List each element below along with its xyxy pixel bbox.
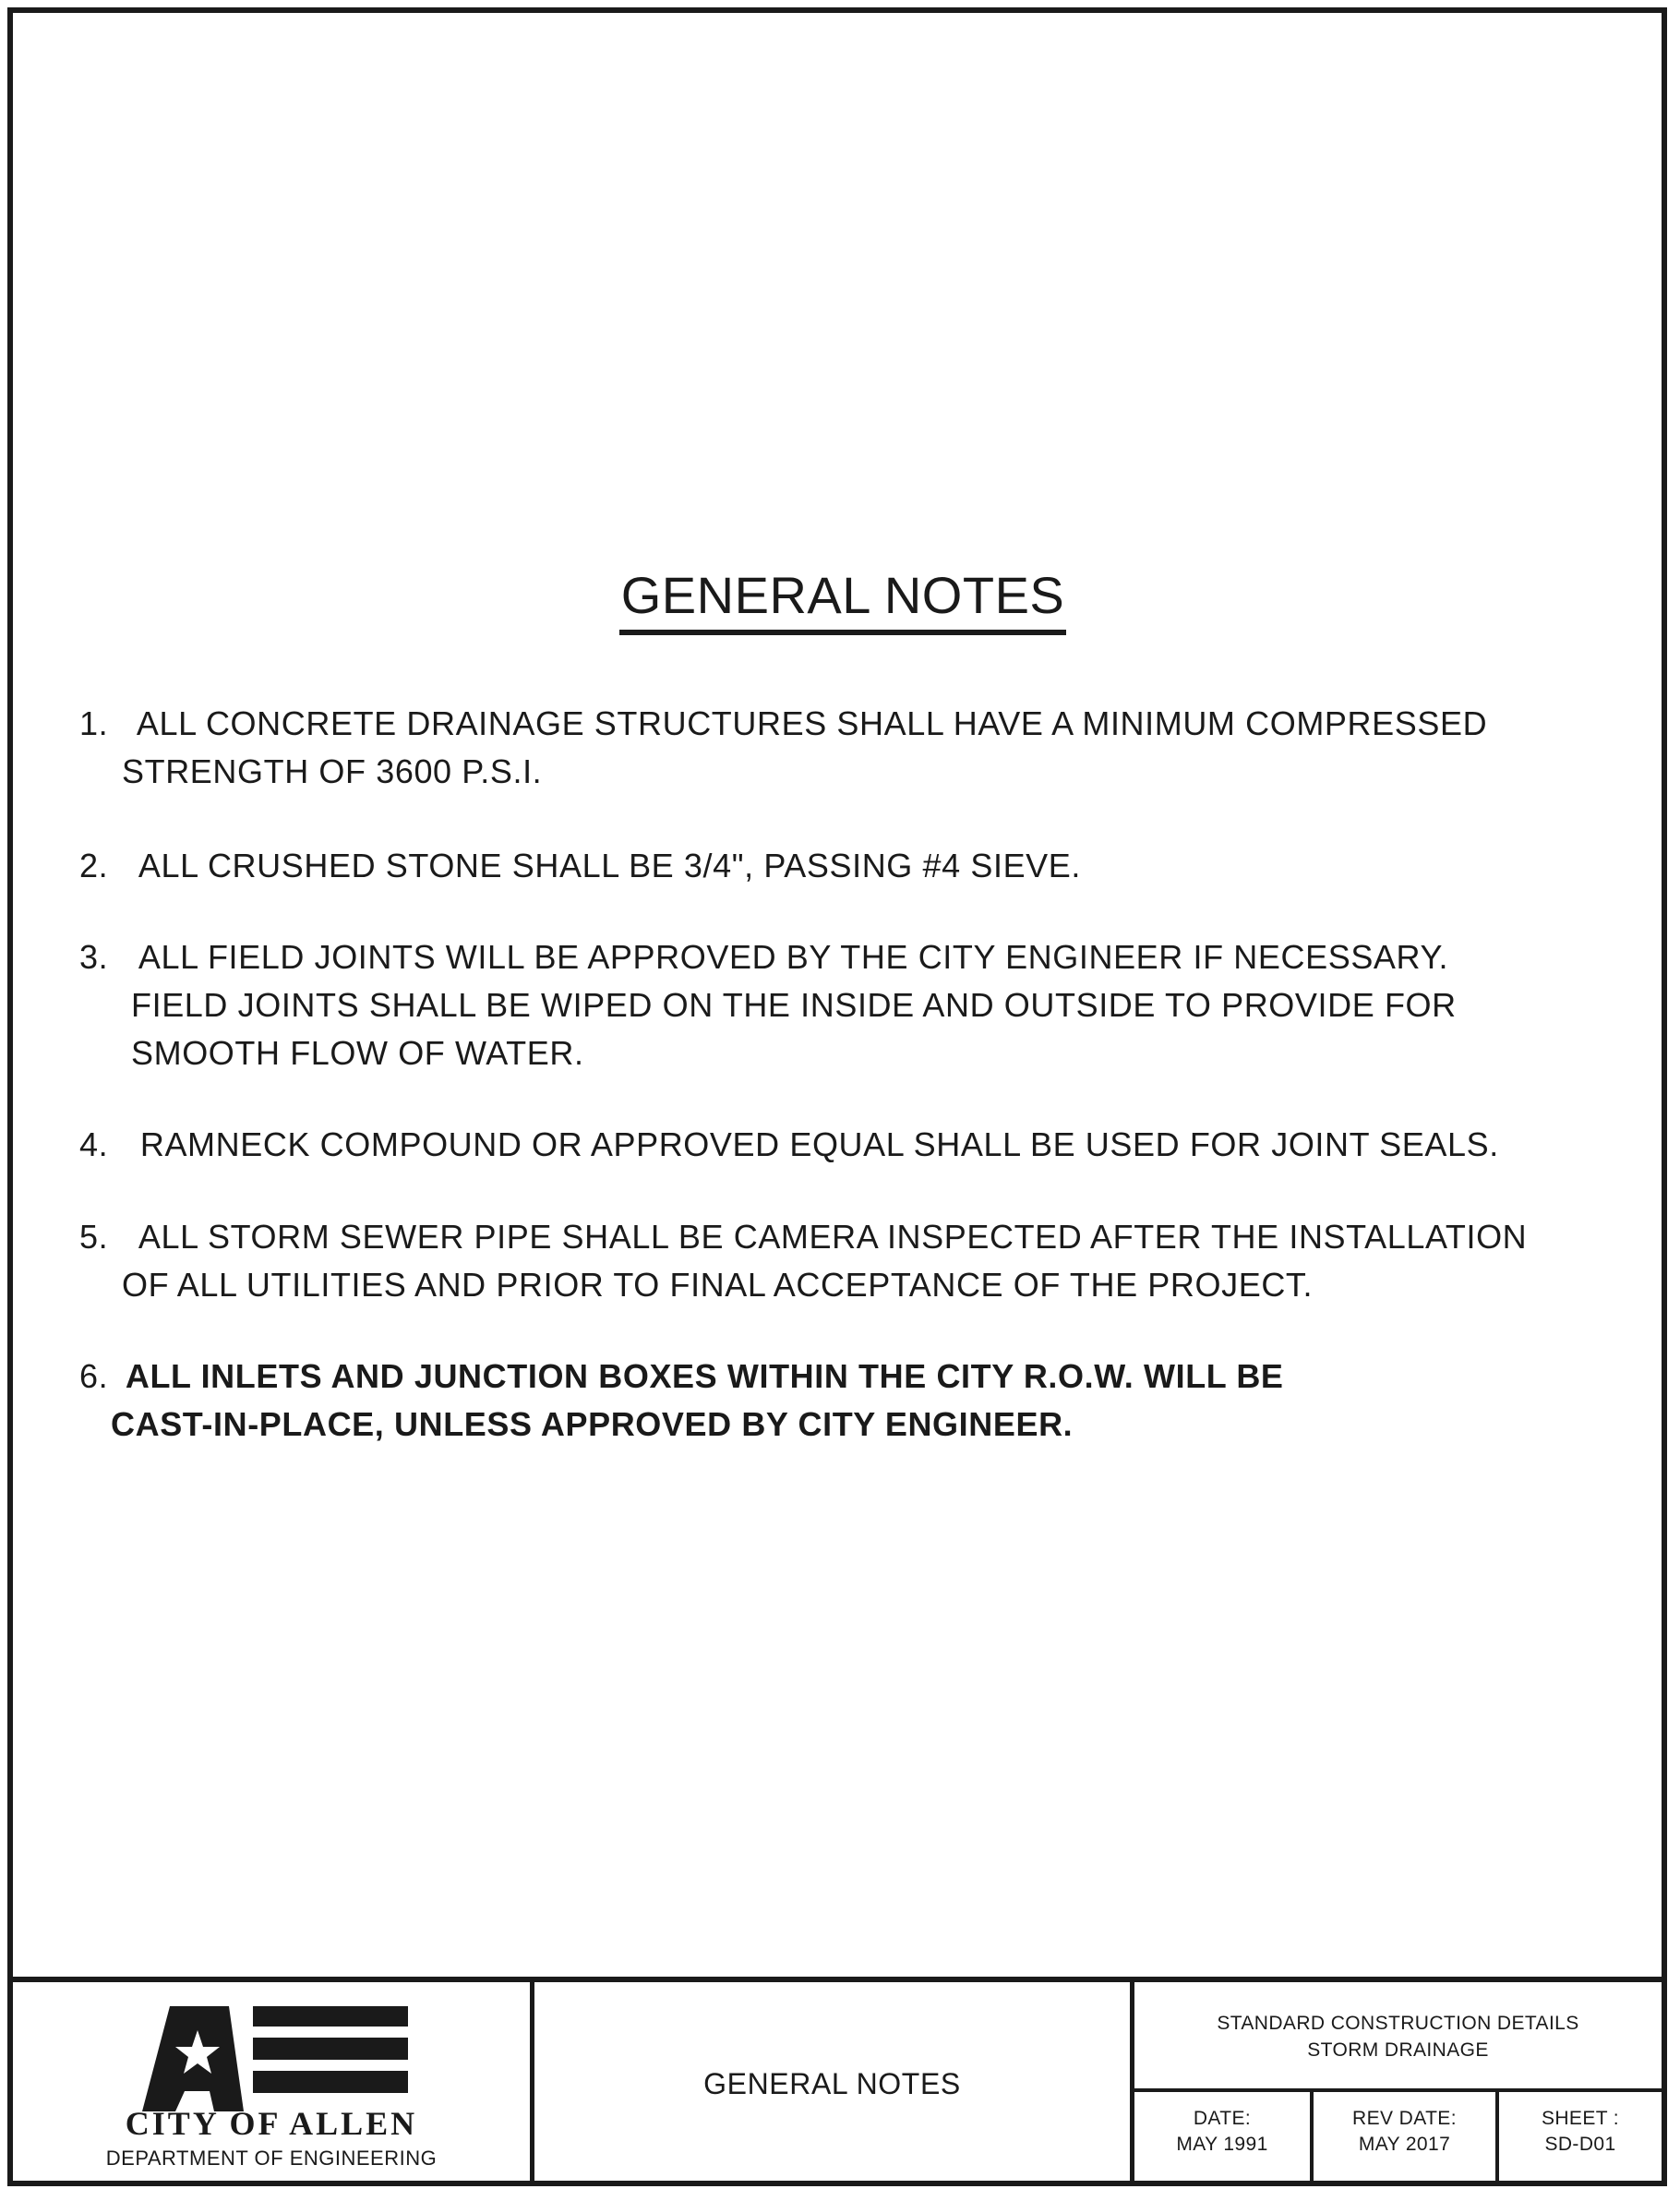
note-text: SMOOTH FLOW OF WATER. [131,1034,584,1072]
note-text: RAMNECK COMPOUND OR APPROVED EQUAL SHALL BE USED FOR JOINT SEALS. [139,1125,1499,1163]
standard-details-label [1134,2010,1662,2063]
note-text: ALL FIELD JOINTS WILL BE APPROVED BY THE CITY ENGINEER IF NECESSARY. [138,938,1449,976]
divider [1130,2088,1662,2092]
note-text: ALL INLETS AND JUNCTION BOXES WITHIN THE CITY R.O.W. WILL BE [125,1357,1284,1395]
department-name: DEPARTMENT OF ENGINEERING [105,2147,438,2170]
category-line: STORM DRAINAGE [1307,2039,1489,2061]
sheet-cell [1499,2106,1662,2158]
note-number: 3. [79,938,109,976]
general-notes-heading: GENERAL NOTES [619,565,1067,635]
city-of-allen-star-logo-icon [105,2001,410,2111]
note-2 [79,842,1081,890]
city-name: CITY OF ALLEN [125,2105,418,2142]
note-text: FIELD JOINTS SHALL BE WIPED ON THE INSIDE AND OUTSIDE TO PROVIDE FOR [131,986,1457,1024]
title-block [13,1977,1662,2181]
note-text: ALL STORM SEWER PIPE SHALL BE CAMERA INSPECTED AFTER THE INSTALLATION [138,1218,1528,1256]
note-text: STRENGTH OF 3600 P.S.I. [122,752,543,790]
note-number: 1. [79,704,109,742]
note-number: 6. [79,1357,109,1395]
date-cell [1134,2106,1310,2158]
note-number: 5. [79,1218,109,1256]
date-label: DATE: [1193,2108,1252,2129]
note-text: ALL CRUSHED STONE SHALL BE 3/4", PASSING #4 SIEVE. [138,847,1082,884]
note-6 [79,1353,1284,1449]
note-1 [79,700,1487,796]
note-number: 2. [79,847,109,884]
rev-date-cell [1314,2106,1495,2158]
rev-date-label: REV DATE: [1352,2108,1457,2129]
standard-line: STANDARD CONSTRUCTION DETAILS [1217,2013,1579,2034]
rev-date-value: MAY 2017 [1358,2134,1451,2155]
note-5 [79,1213,1527,1309]
note-number: 4. [79,1125,109,1163]
note-text: CAST-IN-PLACE, UNLESS APPROVED BY CITY ENGINEER. [111,1405,1074,1443]
sheet-title: GENERAL NOTES [703,2067,961,2100]
sheet-value: SD-D01 [1544,2134,1616,2155]
note-text: OF ALL UTILITIES AND PRIOR TO FINAL ACCEPTANCE OF THE PROJECT. [122,1266,1314,1304]
note-3 [79,933,1457,1077]
drawing-sheet [7,7,1667,2186]
page-title [13,565,1673,635]
note-text: ALL CONCRETE DRAINAGE STRUCTURES SHALL HAVE A MINIMUM COMPRESSED [136,704,1488,742]
date-value: MAY 1991 [1176,2134,1268,2155]
note-4 [79,1121,1499,1169]
sheet-label: SHEET : [1541,2108,1620,2129]
